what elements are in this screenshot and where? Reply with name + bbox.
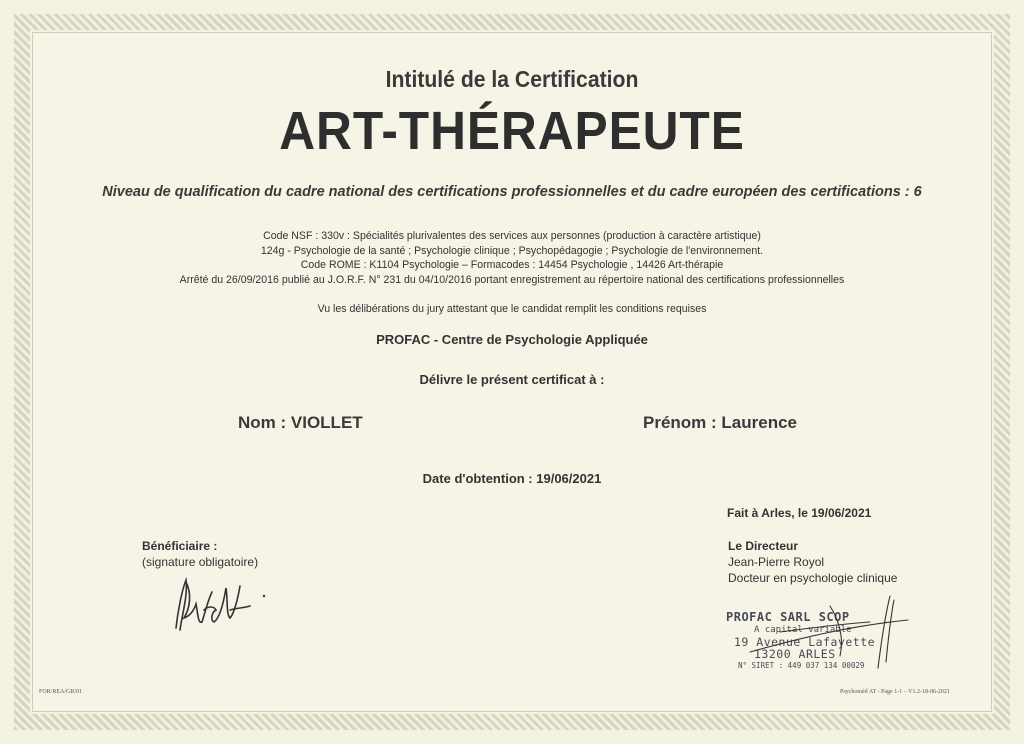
- director-block: [728, 538, 897, 586]
- jury-statement: Vu les délibérations du jury attestant que le candidat remplit les conditions requises: [317, 303, 707, 315]
- certification-title: ART-THÉRAPEUTE: [279, 101, 745, 161]
- place-and-date: Fait à Arles, le 19/06/2021: [727, 506, 872, 520]
- director-role: Docteur en psychologie clinique: [728, 571, 898, 585]
- beneficiary-note: (signature obligatoire): [142, 555, 259, 569]
- director-signature: [740, 592, 910, 672]
- stamp-line: 13200 ARLES: [754, 647, 836, 661]
- recipient-last-name: Nom : VIOLLET: [238, 413, 363, 432]
- code-line: Code NSF : 330v : Spécialités plurivalentes des services aux personnes (production à caractère artistique): [263, 230, 761, 242]
- stamp-line: 19 Avenue Lafayette: [734, 635, 876, 649]
- code-line: Arrêté du 26/09/2016 publié au J.O.R.F. N° 231 du 04/10/2016 portant enregistrement au répertoire national des certifications professionnelles: [179, 273, 845, 286]
- director-name: Jean-Pierre Royol: [728, 555, 825, 569]
- certification-heading: Intitulé de la Certification: [385, 66, 639, 92]
- footer-version: Psychoméd AT - Page 1-1 – V1.2-18-06-2021: [840, 689, 950, 695]
- beneficiary-block: [142, 538, 258, 570]
- date-obtained: Date d'obtention : 19/06/2021: [422, 471, 602, 486]
- beneficiary-label: Bénéficiaire :: [142, 539, 218, 553]
- qualification-level: Niveau de qualification du cadre national des certifications professionnelles et du cadre européen des certifications : 6: [102, 184, 922, 200]
- code-line: Code ROME : K1104 Psychologie – Formacodes : 14454 Psychologie , 14426 Art-thérapie: [300, 259, 724, 271]
- stamp-line: A capital variable: [754, 625, 852, 635]
- stamp-line: PROFAC SARL SCOP: [726, 610, 850, 624]
- delivers-statement: Délivre le présent certificat à :: [419, 372, 605, 387]
- beneficiary-signature: [168, 570, 278, 640]
- recipient-first-name: Prénom : Laurence: [643, 413, 797, 432]
- code-line: 124g - Psychologie de la santé ; Psychologie clinique ; Psychopédagogie ; Psychologie de l'environnement.: [260, 244, 764, 257]
- footer-reference: FOR/REA/GR/01: [39, 689, 83, 695]
- director-title: Le Directeur: [728, 539, 799, 553]
- stamp-line: N° SIRET : 449 037 134 00029: [738, 661, 865, 670]
- certification-codes: [20, 229, 1003, 287]
- organization-name: PROFAC - Centre de Psychologie Appliquée: [376, 332, 648, 347]
